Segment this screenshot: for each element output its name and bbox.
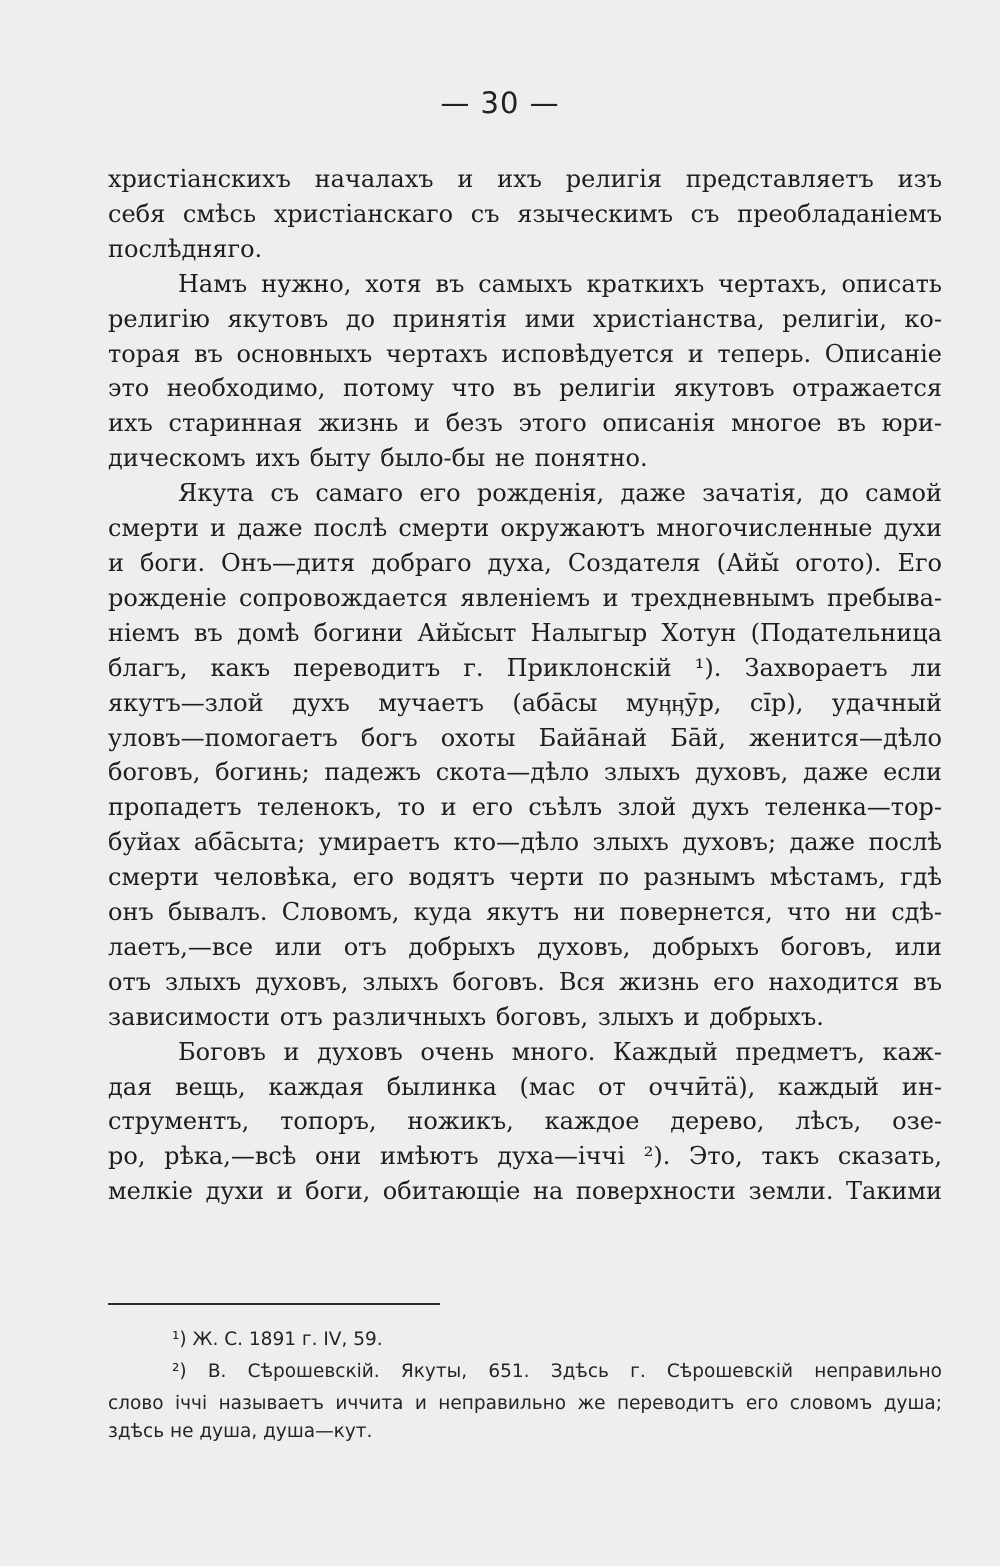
text-line: христіанскихъ началахъ и ихъ религія представляетъ изъ <box>108 165 942 193</box>
footnote-text: В. Сѣрошевскій. Якуты, 651. Здѣсь г. Сѣрошевскій неправильно <box>207 1361 942 1382</box>
text-line: себя смѣсь христіанскаго съ языческимъ съ преобладаніемъ <box>108 199 942 228</box>
text-line: дическомъ ихъ быту было-бы не понятно. <box>108 444 648 473</box>
text-line: Якута съ самаго его рожденія, даже зачатія, до самой <box>178 479 942 508</box>
text-line: мелкіе духи и боги, обитающіе на поверхности земли. Такими <box>108 1177 942 1206</box>
text-line: якутъ—злой духъ мучаетъ (аба̄сы муӊӊӯр, сі̄р), удачный <box>108 688 942 717</box>
text-line: религію якутовъ до принятія ими христіанства, религіи, ко- <box>108 304 942 333</box>
footnote-text: Ж. С. 1891 г. IV, 59. <box>192 1329 383 1350</box>
footnote-mark: ²) <box>172 1361 187 1382</box>
text-line: это необходимо, потому что въ религіи якутовъ отражается <box>108 374 942 403</box>
footnote-divider <box>108 1303 440 1305</box>
text-line: зависимости отъ различныхъ боговъ, злыхъ и добрыхъ. <box>108 1002 824 1031</box>
text-line: уловъ—помогаетъ богъ охоты Байа̄най Ба̄й, женится—дѣло <box>108 723 942 752</box>
text-line: ро, рѣка,—всѣ они имѣютъ духа—іччі ²). Это, такъ сказать, <box>108 1142 942 1171</box>
text-line: буйах аба̄сыта; умираетъ кто—дѣло злыхъ духовъ; даже послѣ <box>108 828 942 857</box>
footnote-mark: ¹) <box>172 1329 187 1350</box>
text-line: ихъ старинная жизнь и безъ этого описанія многое въ юри- <box>108 409 942 438</box>
text-line: и боги. Онъ—дитя добраго духа, Создателя (Айы̆ огото). Его <box>108 548 942 577</box>
text-line: онъ бывалъ. Словомъ, куда якутъ ни повернется, что ни сдѣ- <box>108 898 942 927</box>
footnote-2 <box>108 1358 942 1446</box>
text-line: струментъ, топоръ, ножикъ, каждое дерево, лѣсъ, озе- <box>108 1107 942 1136</box>
text-line: рожденіе сопровождается явленіемъ и трехдневнымъ пребыва- <box>108 583 942 612</box>
text-line: смерти человѣка, его водятъ черти по разнымъ мѣстамъ, гдѣ <box>108 863 942 892</box>
footnote-1 <box>108 1326 942 1354</box>
text-line: смерти и даже послѣ смерти окружаютъ многочисленные духи <box>108 514 942 543</box>
text-line: благъ, какъ переводитъ г. Приклонскій ¹). Захвораетъ ли <box>108 653 942 682</box>
paragraph-3 <box>108 476 942 1035</box>
footnote-line <box>108 1358 942 1386</box>
text-line: лаетъ,—все или отъ добрыхъ духовъ, добрыхъ боговъ, или <box>108 932 942 961</box>
footnote-line: слово іччі называетъ иччита и неправильно же переводитъ его словомъ душа; <box>108 1393 942 1414</box>
footnote-line: здѣсь не душа, душа—кут. <box>108 1421 373 1442</box>
text-line: Намъ нужно, хотя въ самыхъ краткихъ чертахъ, описать <box>178 269 942 298</box>
main-text <box>108 162 942 1209</box>
text-line: ніемъ въ домѣ богини Айы̆сыт Налыгыр Хотун (Подательница <box>108 618 942 647</box>
paragraph-2 <box>108 267 942 476</box>
text-line: отъ злыхъ духовъ, злыхъ боговъ. Вся жизнь его находится въ <box>108 967 942 996</box>
text-line: послѣдняго. <box>108 234 263 263</box>
text-line: Боговъ и духовъ очень много. Каждый предметъ, каж- <box>178 1037 942 1066</box>
footnotes <box>108 1326 942 1450</box>
paragraph-1 <box>108 162 942 267</box>
paragraph-4 <box>108 1035 942 1210</box>
text-line: пропадетъ теленокъ, то и его съѣлъ злой духъ теленка—тор- <box>108 793 942 822</box>
text-line: дая вещь, каждая былинка (мас от оччӣтӓ), каждый ин- <box>108 1072 942 1101</box>
text-line: торая въ основныхъ чертахъ исповѣдуется и теперь. Описаніе <box>108 339 942 368</box>
footnote-line <box>108 1326 942 1354</box>
page-number: — 30 — <box>440 86 560 120</box>
text-line: боговъ, богинь; падежъ скота—дѣло злыхъ духовъ, даже если <box>108 758 942 787</box>
